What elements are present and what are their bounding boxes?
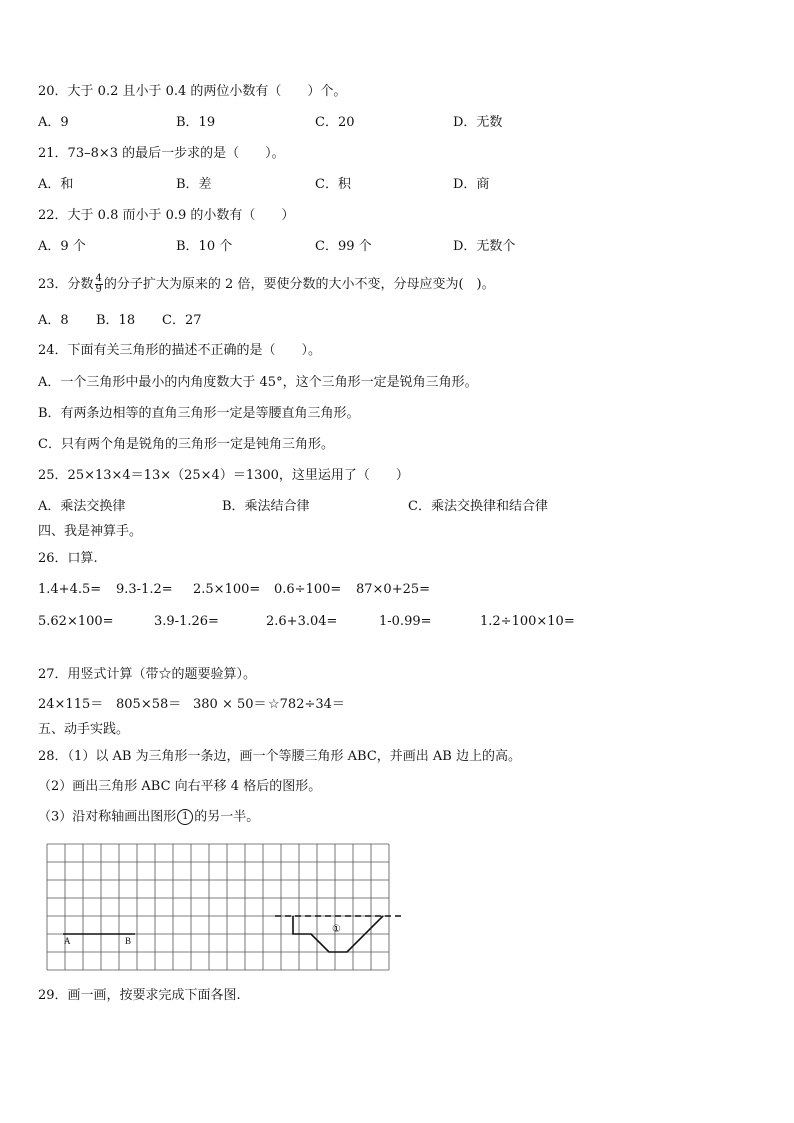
- q25-option-a: A．乘法交换律: [38, 499, 126, 514]
- q20-option-a: A．9: [38, 115, 69, 130]
- point-a-label: A: [64, 936, 71, 946]
- q20-option-d: D．无数: [453, 115, 503, 130]
- q22-stem: 22．大于 0.8 而小于 0.9 的小数有（ ）: [38, 208, 295, 223]
- q22-option-b: B．10 个: [176, 239, 233, 254]
- q21-option-b: B．差: [176, 177, 212, 192]
- q24-option-b: B．有两条边相等的直角三角形一定是等腰直角三角形。: [38, 406, 360, 421]
- circled-number: 1: [177, 809, 193, 825]
- vertical-calc-2: 805×58＝: [116, 697, 182, 712]
- q22-option-c: C．99 个: [315, 239, 372, 254]
- q23-stem-prefix: 23．分数: [38, 277, 94, 292]
- mental-calc-10: 1.2÷100×10=: [480, 614, 575, 629]
- q23-stem: [38, 274, 495, 295]
- q24-option-a: A．一个三角形中最小的内角度数大于 45°，这个三角形一定是锐角三角形。: [38, 375, 478, 390]
- q21-option-c: C．积: [315, 177, 351, 192]
- q22-option-d: D．无数个: [453, 239, 516, 254]
- mental-calc-7: 3.9-1.26=: [154, 614, 219, 629]
- q28-part3-suffix: 的另一半。: [194, 809, 260, 825]
- section4-title: 四、我是神算手。: [38, 524, 143, 539]
- mental-calc-5: 87×0+25=: [356, 582, 431, 597]
- mental-calc-3: 2.5×100=: [193, 582, 261, 597]
- q28-part3-prefix: （3）沿对称轴画出图形: [38, 809, 177, 825]
- section5-title: 五、动手实践。: [38, 722, 130, 737]
- mental-calc-6: 5.62×100=: [38, 614, 114, 629]
- point-b-label: B: [125, 936, 132, 946]
- q28-part3: [38, 809, 259, 826]
- q28-part2: （2）画出三角形 ABC 向右平移 4 格后的图形。: [38, 779, 322, 794]
- q25-option-c: C．乘法交换律和结合律: [408, 499, 548, 514]
- q21-option-d: D．商: [453, 177, 490, 192]
- q21-stem: 21．73–8×3 的最后一步求的是（ ）。: [38, 146, 285, 161]
- q23-option-a: A．8: [38, 313, 69, 328]
- mental-calc-4: 0.6÷100=: [274, 582, 342, 597]
- mental-calc-9: 1-0.99=: [379, 614, 432, 629]
- q28-part1: 28．（1）以 AB 为三角形一条边，画一个等腰三角形 ABC，并画出 AB 边上的高。: [38, 749, 521, 764]
- q25-option-b: B．乘法结合律: [222, 499, 310, 514]
- vertical-calc-4: ☆782÷34＝: [268, 697, 345, 712]
- fraction: [95, 274, 103, 295]
- vertical-calc-3: 380 × 50＝: [193, 697, 267, 712]
- q22-option-a: A．9 个: [38, 239, 86, 254]
- grid-lines: [47, 844, 389, 970]
- q21-option-a: A．和: [38, 177, 74, 192]
- q24-option-c: C．只有两个角是锐角的三角形一定是钝角三角形。: [38, 437, 334, 452]
- mental-calc-1: 1.4+4.5=: [38, 582, 102, 597]
- q23-option-c: C．27: [162, 313, 202, 328]
- q24-stem: 24．下面有关三角形的描述不正确的是（ ）。: [38, 343, 322, 358]
- q29-stem: 29．画一画，按要求完成下面各图.: [38, 988, 241, 1003]
- vertical-calc-1: 24×115＝: [38, 697, 104, 712]
- q25-stem: 25．25×13×4＝13×（25×4）＝1300，这里运用了（ ）: [38, 468, 409, 483]
- q20-stem: 20．大于 0.2 且小于 0.4 的两位小数有（ ）个。: [38, 84, 347, 99]
- q23-stem-suffix: 的分子扩大为原来的 2 倍，要使分数的大小不变，分母应变为( )。: [103, 277, 495, 292]
- q23-option-b: B．18: [96, 313, 136, 328]
- fraction-denominator: 9: [95, 284, 102, 295]
- q20-option-c: C．20: [315, 115, 355, 130]
- q20-option-b: B．19: [176, 115, 216, 130]
- drawing-grid[interactable]: [45, 843, 402, 971]
- shape-one-label: ①: [332, 924, 341, 935]
- fraction-numerator: 4: [95, 273, 102, 284]
- mental-calc-8: 2.6+3.04=: [266, 614, 338, 629]
- q26-title: 26．口算.: [38, 551, 98, 566]
- q27-title: 27．用竖式计算（带☆的题要验算）。: [38, 667, 257, 682]
- mental-calc-2: 9.3-1.2=: [116, 582, 173, 597]
